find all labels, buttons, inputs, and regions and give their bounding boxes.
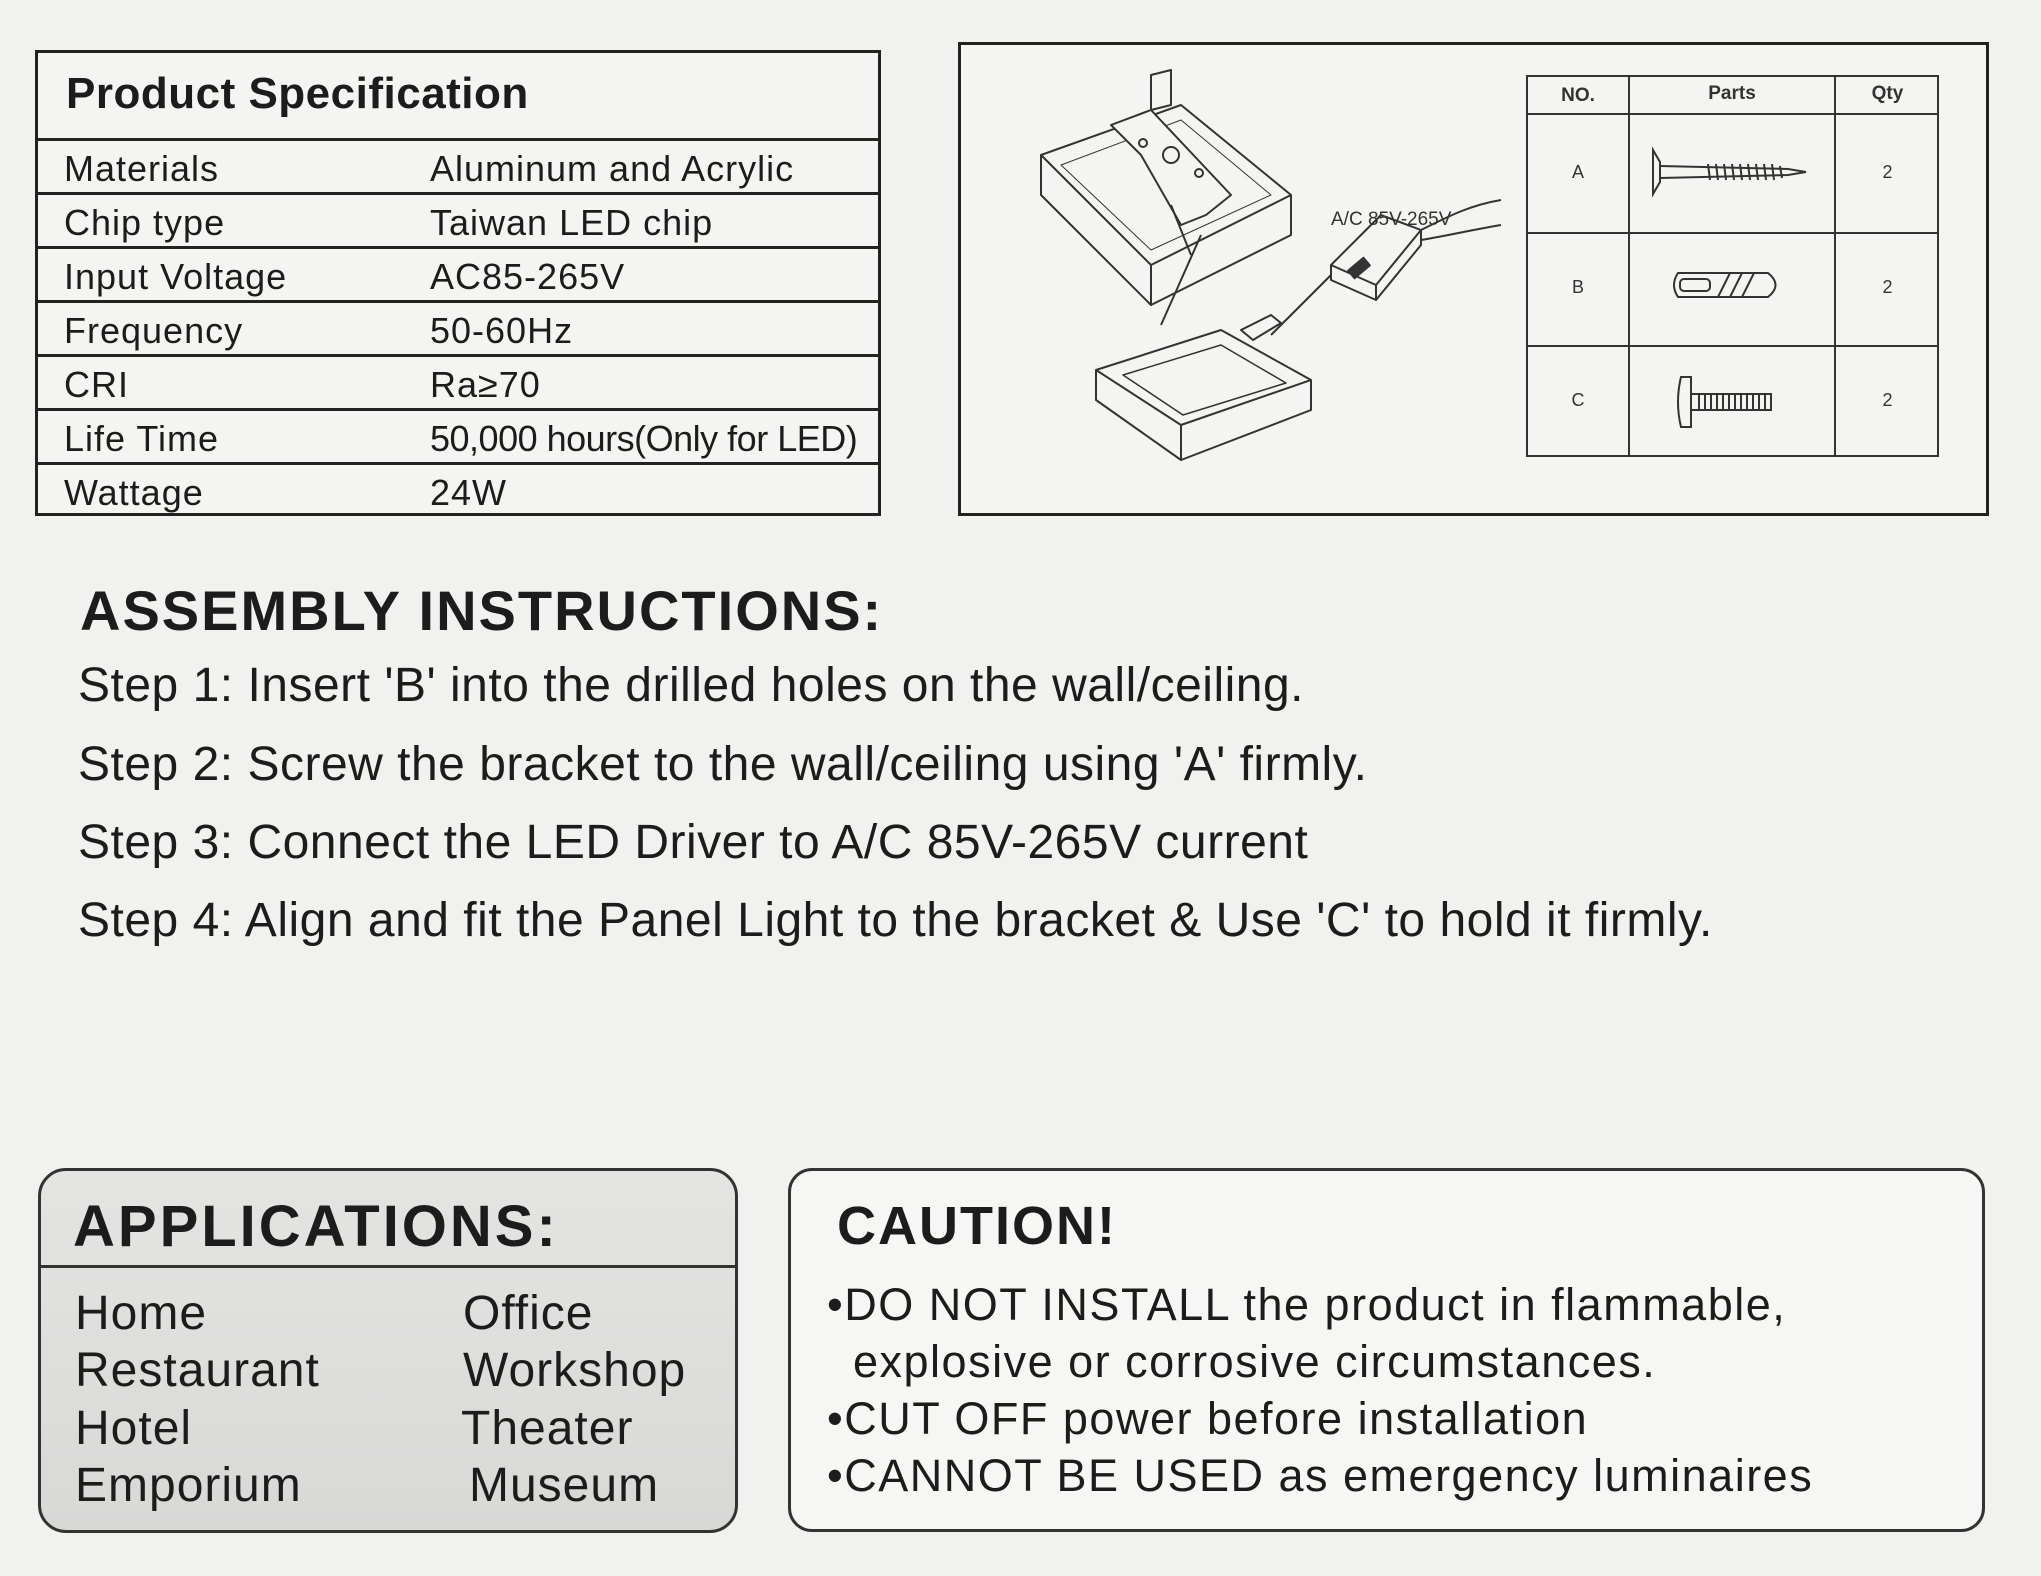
parts-table <box>1526 75 1939 457</box>
application-item: Hotel <box>75 1402 193 1455</box>
caution-line: •DO NOT INSTALL the product in flammable, <box>827 1279 1787 1330</box>
applications-header <box>41 1171 735 1268</box>
screw-icon <box>1648 142 1813 202</box>
assembly-title: ASSEMBLY INSTRUCTIONS: <box>80 579 884 642</box>
spec-label: Wattage <box>64 472 204 513</box>
product-specification-table <box>35 50 881 516</box>
application-item: Museum <box>469 1459 660 1512</box>
wall-anchor-icon <box>1668 265 1788 305</box>
spec-row-materials <box>38 141 878 195</box>
applications-title: APPLICATIONS: <box>73 1194 559 1259</box>
part-qty-b: 2 <box>1882 277 1893 297</box>
part-no-c: C <box>1571 390 1585 410</box>
spec-row-frequency <box>38 303 878 357</box>
assembly-step-3: Step 3: Connect the LED Driver to A/C 85V-265V current <box>78 816 1309 869</box>
caution-title: CAUTION! <box>837 1196 1117 1256</box>
header-no: NO. <box>1561 85 1595 106</box>
spec-value: Aluminum and Acrylic <box>430 148 795 189</box>
header-parts: Parts <box>1708 83 1756 104</box>
application-item: Restaurant <box>75 1344 320 1397</box>
spec-title: Product Specification <box>66 69 529 118</box>
part-no-b: B <box>1571 277 1584 297</box>
spec-value: Taiwan LED chip <box>430 202 714 243</box>
caution-line: explosive or corrosive circumstances. <box>853 1336 1657 1387</box>
part-no-a: A <box>1571 162 1584 182</box>
spec-label: CRI <box>64 364 129 405</box>
spec-value: Ra≥70 <box>430 364 541 405</box>
application-item: Workshop <box>463 1344 687 1397</box>
spec-value: 50,000 hours(Only for LED) <box>430 418 858 459</box>
spec-row-wattage <box>38 465 878 519</box>
assembly-step-1: Step 1: Insert 'B' into the drilled holes on the wall/ceiling. <box>78 659 1305 712</box>
caution-line: •CUT OFF power before installation <box>827 1393 1589 1444</box>
spec-label: Frequency <box>64 310 244 351</box>
spec-row-life-time <box>38 411 878 465</box>
header-qty: Qty <box>1871 83 1904 104</box>
caution-line: •CANNOT BE USED as emergency luminaires <box>827 1450 1814 1501</box>
application-item: Office <box>463 1287 594 1340</box>
spec-value: 24W <box>430 472 508 513</box>
voltage-label: A/C 85V-265V <box>1331 209 1452 230</box>
bolt-icon <box>1673 372 1783 432</box>
part-qty-a: 2 <box>1882 162 1893 182</box>
caution-box <box>788 1168 1985 1532</box>
spec-label: Life Time <box>64 418 220 459</box>
assembly-step-2: Step 2: Screw the bracket to the wall/ceiling using 'A' firmly. <box>78 738 1368 791</box>
spec-value: 50-60Hz <box>430 310 574 351</box>
applications-box <box>38 1168 738 1533</box>
installation-diagram <box>958 42 1989 516</box>
assembly-step-4: Step 4: Align and fit the Panel Light to the bracket & Use 'C' to hold it firmly. <box>78 894 1713 947</box>
application-item: Home <box>75 1287 208 1340</box>
spec-label: Input Voltage <box>64 256 288 297</box>
spec-row-cri <box>38 357 878 411</box>
spec-row-chip-type <box>38 195 878 249</box>
panel-light-illustration <box>1031 65 1511 505</box>
spec-label: Chip type <box>64 202 226 243</box>
spec-title-row <box>38 53 878 141</box>
part-qty-c: 2 <box>1882 390 1893 410</box>
spec-value: AC85-265V <box>430 256 626 297</box>
spec-label: Materials <box>64 148 220 189</box>
application-item: Theater <box>461 1402 634 1455</box>
spec-row-input-voltage <box>38 249 878 303</box>
application-item: Emporium <box>75 1459 302 1512</box>
